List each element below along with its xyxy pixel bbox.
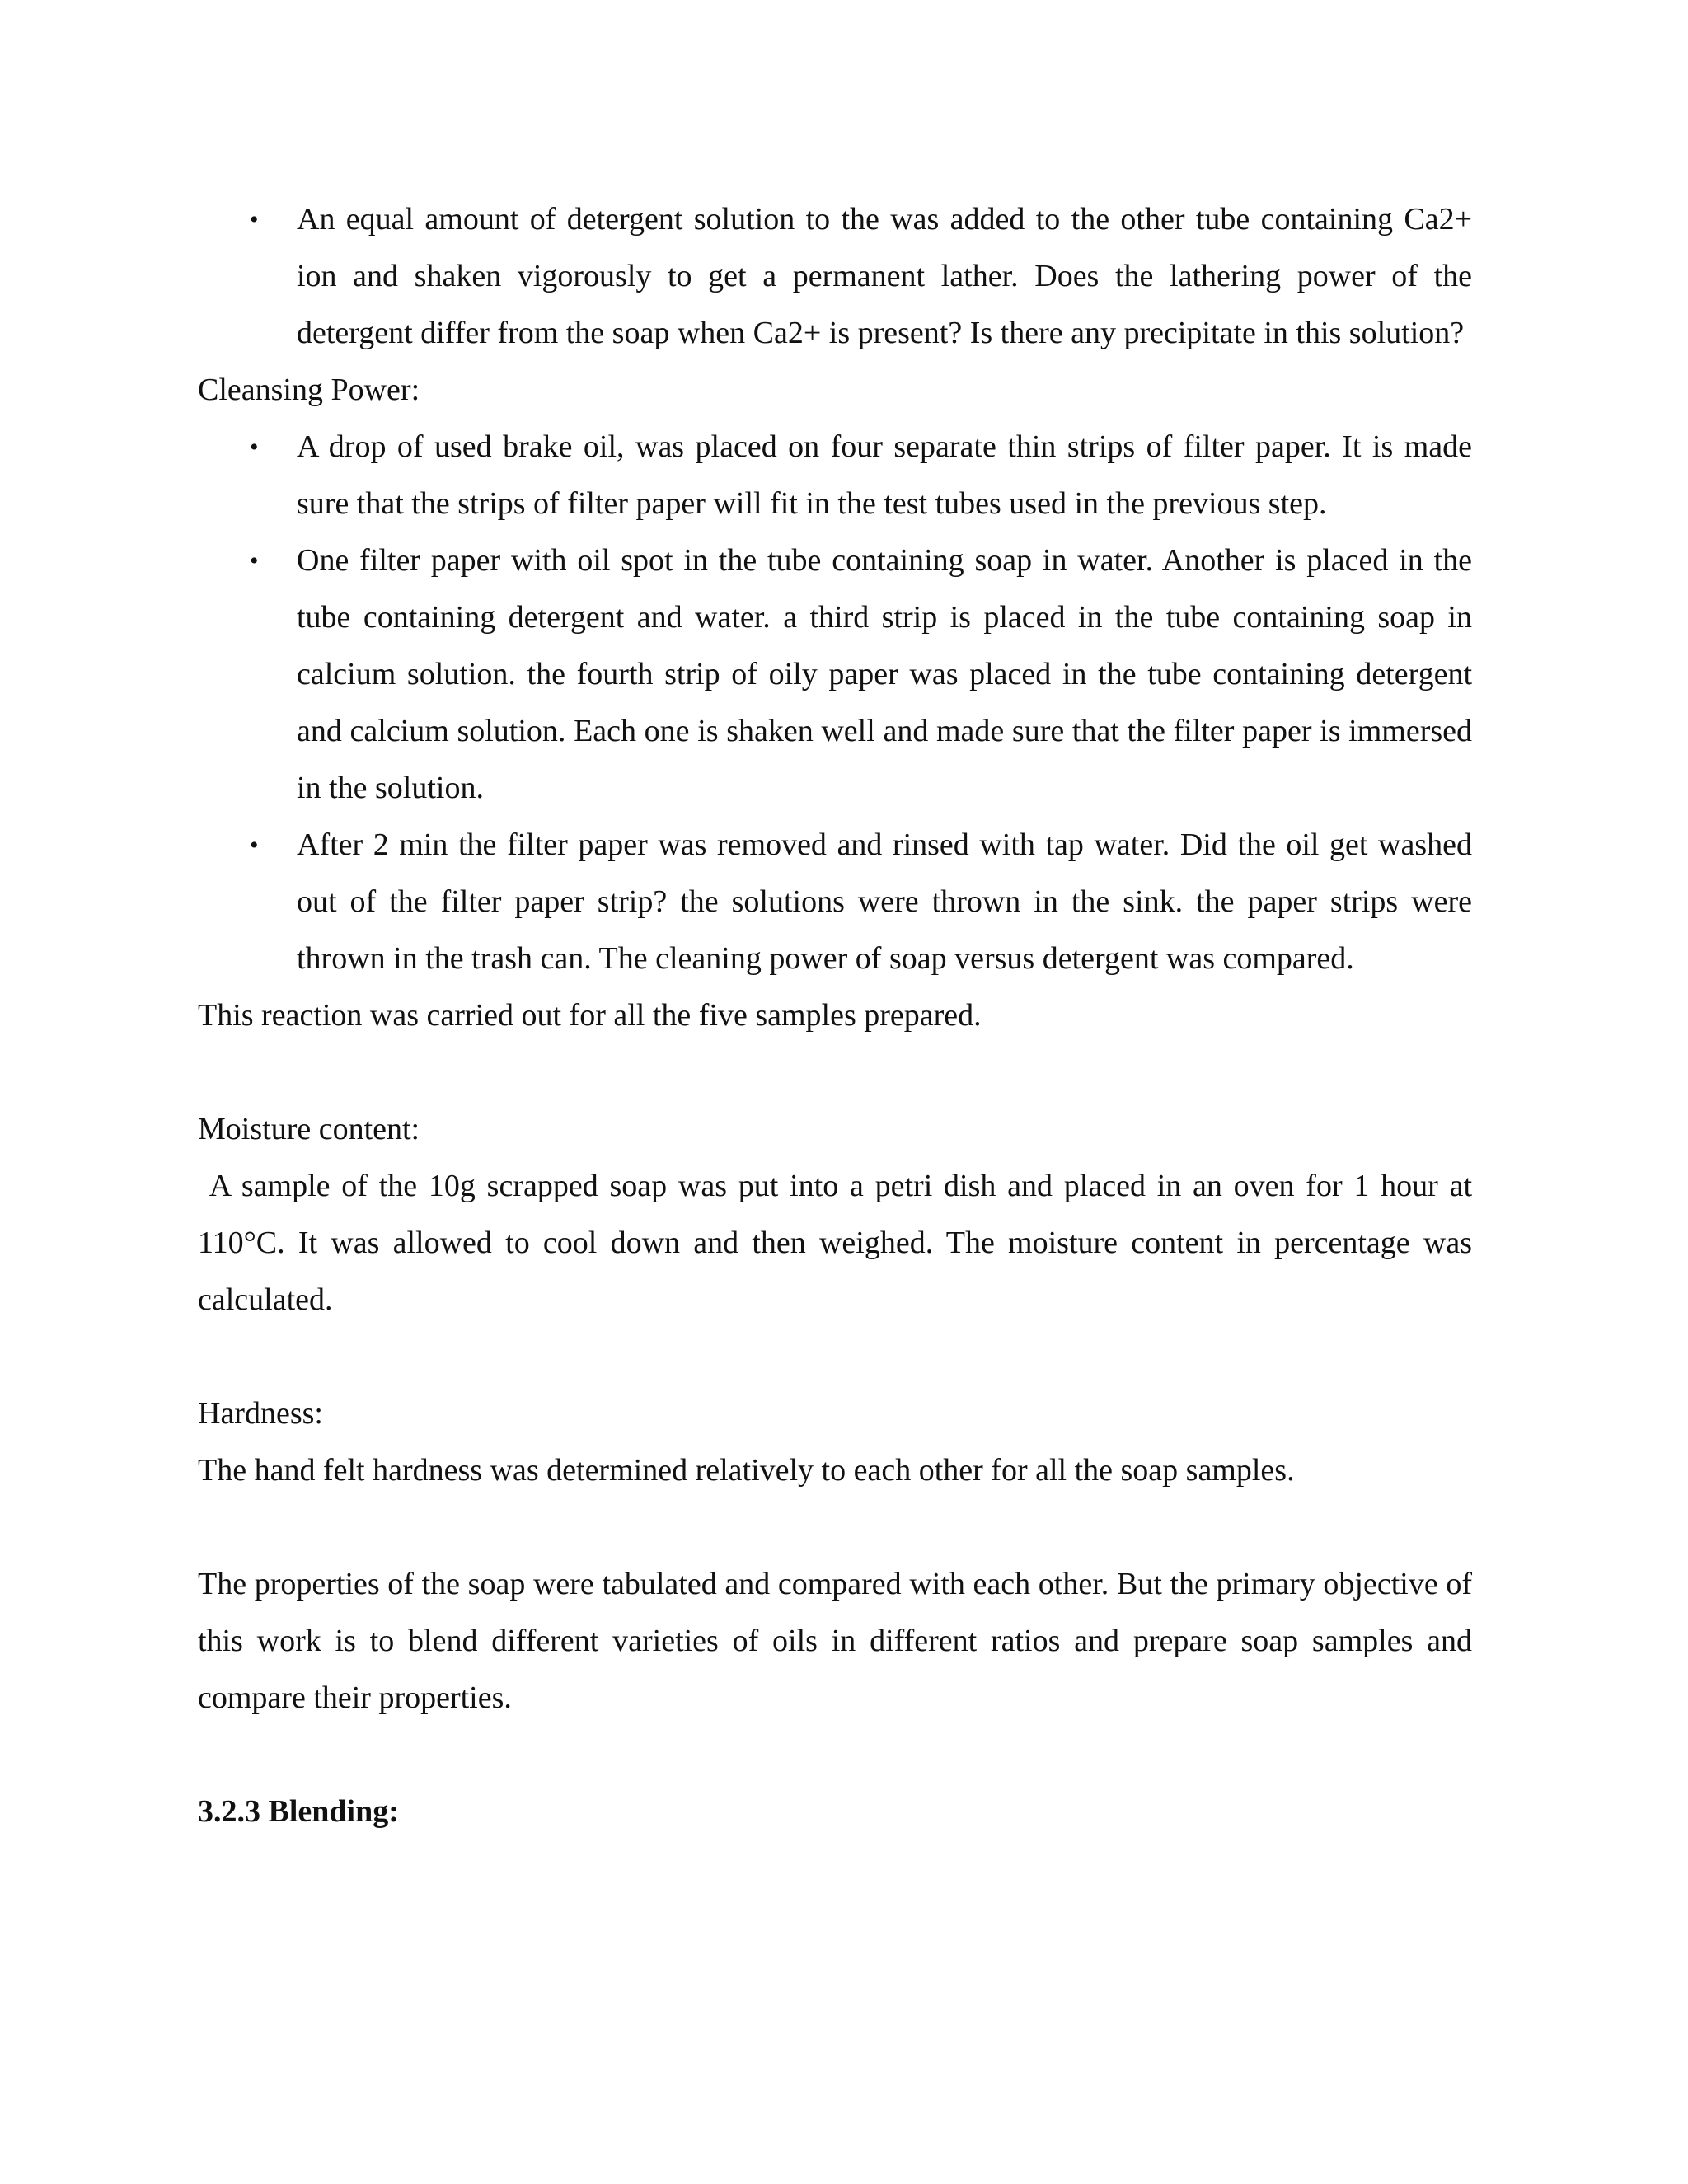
summary-paragraph: The properties of the soap were tabulated and compared with each other. But the primary objective of this work is to blend different varieties of oils in different ratios and prepare soap samples and compare their properties.: [198, 1567, 1472, 1715]
bullet-text: A drop of used brake oil, was placed on four separate thin strips of filter paper. It is made sure that the strips of filter paper will fit in the test tubes used in the previous step.: [297, 429, 1472, 521]
hardness-text: The hand felt hardness was determined relatively to each other for all the soap samples.: [198, 1453, 1295, 1488]
bullet-text: One filter paper with oil spot in the tube containing soap in water. Another is placed in the tube containing detergent and water. a third strip is placed in the tube containing soap in calcium solution. the fourth strip of oily paper was placed in the tube containing detergent and calcium solution. Each one is shaken well and made sure that the filter paper is immersed in the solution.: [297, 543, 1472, 805]
bullet-icon: •: [250, 832, 259, 859]
spacer: [198, 1044, 1472, 1101]
hardness-label: Hardness:: [198, 1396, 323, 1431]
bullet-filter-paper: [198, 532, 1472, 817]
bullet-text: After 2 min the filter paper was removed and rinsed with tap water. Did the oil get washed out of the filter paper strip? the solutions were thrown in the sink. the paper strips were thrown in the trash can. The cleaning power of soap versus detergent was compared.: [297, 827, 1472, 976]
spacer: [198, 1329, 1472, 1385]
bullet-rinse: [198, 817, 1472, 987]
moisture-content-label: Moisture content:: [198, 1112, 420, 1146]
bullet-icon: •: [250, 547, 259, 574]
cleansing-closing-text: This reaction was carried out for all the five samples prepared.: [198, 998, 982, 1033]
spacer: [198, 1499, 1472, 1556]
cleansing-power-label: Cleansing Power:: [198, 373, 420, 407]
bullet-text: An equal amount of detergent solution to the was added to the other tube containing Ca2+ ion and shaken vigorously to get a permanent lather. Does the lathering power of the detergent differ from the soap when Ca2+ is present? Is there any precipitate in this solution?: [297, 202, 1472, 350]
bullet-icon: •: [250, 434, 259, 461]
section-heading: 3.2.3 Blending:: [198, 1794, 399, 1829]
moisture-content-text: A sample of the 10g scrapped soap was put into a petri dish and placed in an oven for 1 hour at 110°C. It was allowed to cool down and then weighed. The moisture content in percentage was calculated.: [198, 1169, 1480, 1317]
document-page: [198, 191, 1480, 1840]
bullet-icon: •: [250, 206, 259, 233]
bullet-detergent-calcium: [198, 191, 1472, 362]
spacer: [198, 1727, 1472, 1783]
bullet-brake-oil: [198, 419, 1472, 532]
